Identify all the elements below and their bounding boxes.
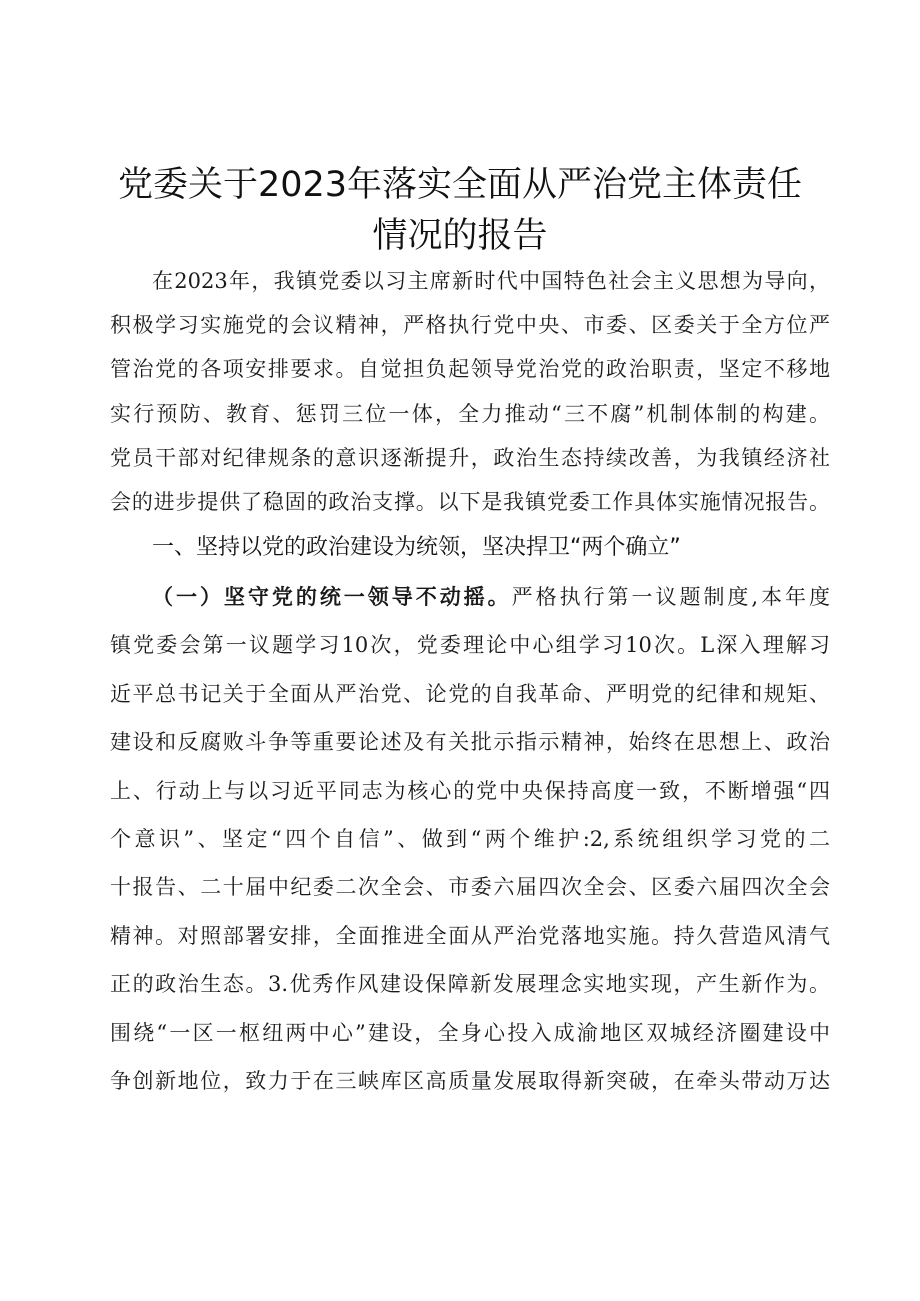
document-title-line-1: 党委关于2023年落实全面从严治党主体责任 bbox=[117, 165, 803, 205]
body-line: 近平总书记关于全面从严治党、论党的自我革命、严明党的纪律和规矩、 bbox=[110, 682, 830, 706]
intro-line: 实行预防、教育、惩罚三位一体，全力推动“三不腐”机制体制的构建。 bbox=[110, 402, 830, 426]
body-line: 镇党委会第一议题学习10次，党委理论中心组学习10次。L深入理解习 bbox=[110, 633, 830, 657]
intro-line: 管治党的各项安排要求。自觉担负起领导党治党的政治职责，坚定不移地 bbox=[110, 357, 830, 381]
section-1-heading: 一、坚持以党的政治建设为统领，坚决捍卫“两个确立” bbox=[152, 535, 681, 560]
subsection-1-heading: （一）坚守党的统一领导不动摇。 bbox=[152, 585, 512, 609]
body-line: 上、行动上与以习近平同志为核心的党中央保持高度一致，不断增强“四 bbox=[110, 779, 830, 803]
body-line: 建设和反腐败斗争等重要论述及有关批示指示精神，始终在思想上、政治 bbox=[110, 730, 830, 754]
body-line: 正的政治生态。3.优秀作风建设保障新发展理念实地实现，产生新作为。 bbox=[110, 972, 830, 996]
subsection-1-first-line bbox=[152, 582, 830, 612]
body-line: 围绕“一区一枢纽两中心”建设，全身心投入成渝地区双城经济圈建设中 bbox=[110, 1021, 830, 1045]
document-title-line-2: 情况的报告 bbox=[372, 216, 548, 256]
body-line: 精神。对照部署安排，全面推进全面从严治党落地实施。持久营造风清气 bbox=[110, 924, 830, 948]
intro-line: 在2023年，我镇党委以习主席新时代中国特色社会主义思想为导向， bbox=[152, 269, 830, 293]
intro-line: 会的进步提供了稳固的政治支撑。以下是我镇党委工作具体实施情况报告。 bbox=[110, 490, 830, 514]
intro-line: 积极学习实施党的会议精神，严格执行党中央、市委、区委关于全方位严 bbox=[110, 313, 830, 337]
body-line: 十报告、二十届中纪委二次全会、市委六届四次全会、区委六届四次全会 bbox=[110, 875, 830, 899]
body-line: 个意识”、坚定“四个自信”、做到“两个维护:2,系统组织学习党的二 bbox=[110, 827, 830, 851]
body-line: 争创新地位，致力于在三峡库区高质量发展取得新突破，在牵头带动万达 bbox=[110, 1069, 830, 1093]
subsection-1-first-text: 严格执行第一议题制度,本年度 bbox=[511, 585, 830, 609]
intro-line: 党员干部对纪律规条的意识逐渐提升，政治生态持续改善，为我镇经济社 bbox=[110, 446, 830, 470]
